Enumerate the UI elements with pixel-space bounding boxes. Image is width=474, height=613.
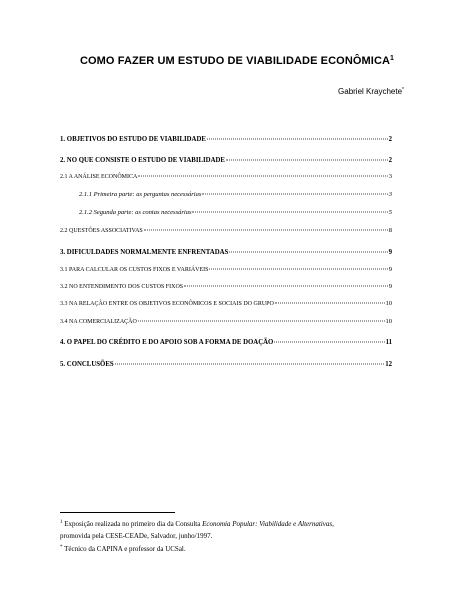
- toc-page-number: 11: [385, 339, 392, 346]
- footnote-1-mark: 1: [60, 520, 63, 525]
- toc-entry[interactable]: [60, 339, 392, 346]
- toc-entry[interactable]: [60, 283, 392, 290]
- toc-entry[interactable]: [60, 361, 392, 368]
- toc-leader: [184, 286, 388, 287]
- toc-entry[interactable]: [60, 249, 392, 256]
- title-text: COMO FAZER UM ESTUDO DE VIABILIDADE ECONÔMICA: [79, 55, 391, 67]
- toc-leader: [144, 230, 388, 231]
- footnote-1-text: Exposição realizada no primeiro dia da Consulta: [64, 520, 203, 528]
- toc-entry[interactable]: [60, 136, 392, 143]
- toc-entry[interactable]: [60, 227, 392, 234]
- toc-leader: [275, 303, 385, 304]
- author-line: [338, 87, 404, 96]
- toc-page-number: 5: [388, 209, 392, 216]
- toc-page-number: 3: [388, 173, 392, 180]
- toc-leader: [209, 269, 387, 270]
- toc-page-number: 12: [385, 361, 392, 368]
- toc-entry-text: 3.1 PARA CALCULAR OS CUSTOS FIXOS E VARIÁVEIS: [60, 267, 209, 273]
- toc-leader: [207, 139, 388, 140]
- footnote-2: [60, 544, 186, 556]
- toc-entry-text: 2.1.2 Segunda parte: as contas necessárias: [79, 209, 192, 216]
- toc-page-number: 9: [388, 249, 392, 256]
- toc-page-number: 10: [385, 300, 392, 307]
- toc-entry[interactable]: [60, 173, 392, 180]
- footnote-1: [60, 519, 334, 541]
- toc-entry-text: 3. DIFICULDADES NORMALMENTE ENFRENTADAS: [60, 249, 229, 256]
- toc-leader: [274, 342, 384, 343]
- toc-page-number: 10: [385, 318, 392, 325]
- footnote-1-line2: promovida pela CESE-CEADe, Salvador, junho/1997.: [60, 532, 213, 540]
- toc-entry-text: 1. OBJETIVOS DO ESTUDO DE VIABILIDADE: [60, 136, 206, 143]
- toc-entry[interactable]: [60, 300, 392, 307]
- footnote-1-italic-title: Economia Popular: Viabilidade e Alternativas: [202, 520, 333, 528]
- toc-leader: [202, 194, 387, 195]
- toc-leader: [138, 321, 385, 322]
- toc-leader: [229, 252, 387, 253]
- toc-entry-text: 2.1.1 Primeira parte: as perguntas necessárias: [79, 191, 202, 198]
- toc-page-number: 8: [388, 227, 392, 234]
- footnote-1-punct: ,: [332, 520, 334, 528]
- title-footnote-mark: 1: [390, 55, 395, 62]
- toc-entry-text: 2.1 A ANÁLISE ECONÔMICA: [60, 174, 138, 180]
- toc-entry[interactable]: [60, 157, 392, 164]
- footnote-2-text: Técnico da CAPINA e professor da UCSal.: [64, 545, 186, 553]
- toc-entry-text: 4. O PAPEL DO CRÉDITO E DO APOIO SOB A FORMA DE DOAÇÃO: [60, 339, 274, 346]
- toc-leader: [138, 176, 387, 177]
- document-title: [0, 55, 474, 67]
- toc-leader: [115, 364, 385, 365]
- toc-page-number: 9: [388, 266, 392, 273]
- toc-entry-text: 5. CONCLUSÕES: [60, 361, 114, 368]
- toc-entry-text: 3.2 NO ENTENDIMENTO DOS CUSTOS FIXOS: [60, 284, 184, 290]
- toc-entry-text: 2. NO QUE CONSISTE O ESTUDO DE VIABILIDADE: [60, 157, 225, 164]
- toc-entry[interactable]: [60, 266, 392, 273]
- toc-entry-text: 3.4 NA COMERCIALIZAÇÃO: [60, 319, 137, 325]
- toc-page-number: 2: [388, 157, 392, 164]
- footnote-separator: [60, 512, 175, 513]
- footnote-2-mark: *: [60, 545, 63, 550]
- toc-leader: [226, 160, 388, 161]
- author-name: Gabriel Kraychete: [338, 87, 403, 96]
- toc-entry-text: 3.3 NA RELAÇÃO ENTRE OS OBJETIVOS ECONÔMICOS E SOCIAIS DO GRUPO: [60, 301, 274, 307]
- toc-entry[interactable]: [79, 209, 392, 216]
- toc-entry[interactable]: [60, 318, 392, 325]
- author-footnote-mark: *: [402, 87, 404, 93]
- toc-page-number: 2: [388, 136, 392, 143]
- toc-entry[interactable]: [79, 191, 392, 198]
- toc-page-number: 9: [388, 283, 392, 290]
- toc-page-number: 3: [388, 191, 392, 198]
- toc-leader: [192, 212, 387, 213]
- toc-entry-text: 2.2 QUESTÕES ASSOCIATIVAS: [60, 228, 143, 234]
